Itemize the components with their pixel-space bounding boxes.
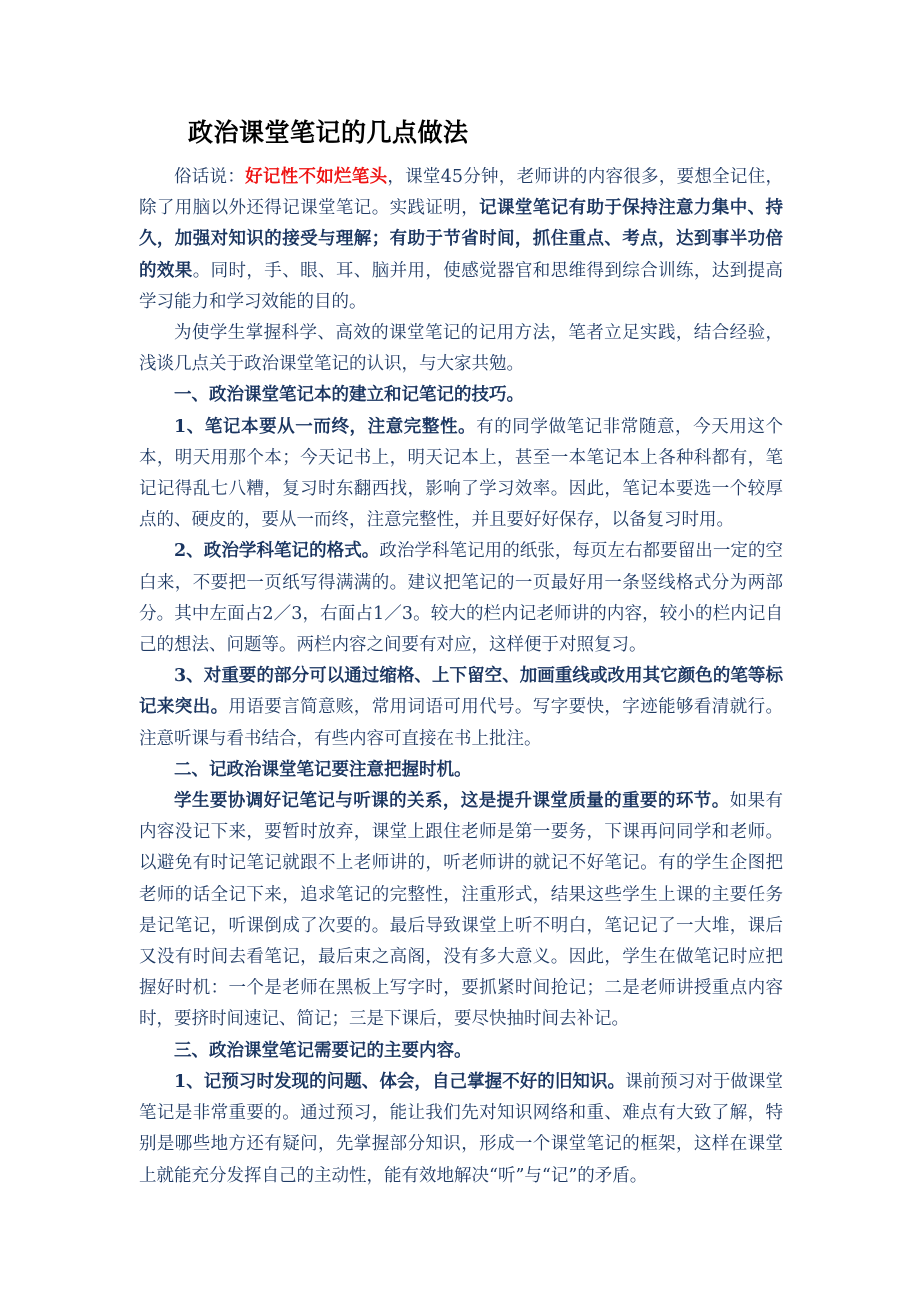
proverb-highlight: 好记性不如烂笔头 — [245, 167, 388, 187]
document-body — [139, 162, 783, 1192]
tip-2-text: 政治学科笔记用的纸张，每页左右都要留出一定的空白来，不要把一页纸写得满满的。建议把笔记的一页最好用一条竖线格式分为两部分。其中左面占2／3，右面占1／3。较大的栏内记老师讲的内容，较小的栏内记自己的想法、问题等。两栏内容之间要有对应，这样便于对照复习。 — [139, 541, 783, 656]
tip-paragraph-2 — [139, 536, 783, 661]
timing-paragraph — [139, 786, 783, 1036]
timing-text: 如果有内容没记下来，要暂时放弃，课堂上跟住老师是第一要务，下课再问同学和老师。以避免有时记笔记就跟不上老师讲的，听老师讲的就记不好笔记。有的学生企图把老师的话全记下来，追求笔记的完整性，注重形式，结果这些学生上课的主要任务是记笔记，听课倒成了次要的。最后导致课堂上听不明白，笔记记了一大堆，课后又没有时间去看笔记，最后束之高阁，没有多大意义。因此，学生在做笔记时应把握好时机：一个是老师在黑板上写字时，要抓紧时间抢记；二是老师讲授重点内容时，要挤时间速记、简记；三是下课后，要尽快抽时间去补记。 — [139, 791, 784, 1030]
intro-tail: 。同时，手、眼、耳、脑并用，使感觉器官和思维得到综合训练，达到提高学习能力和学习效能的目的。 — [139, 260, 784, 312]
content-paragraph-1 — [139, 1067, 783, 1192]
tip-3-title: 3、对重要的部分可以通过缩格、上下留空、加画重线或改用其它颜色的笔等标记来突出。 — [139, 666, 783, 718]
intro-paragraph — [139, 162, 783, 318]
page-title: 政治课堂笔记的几点做法 — [188, 118, 469, 147]
tip-2-title: 2、政治学科笔记的格式。 — [174, 541, 380, 562]
content-1-text: 课前预习对于做课堂笔记是非常重要的。通过预习，能让我们先对知识网络和重、难点有大致了解，特别是哪些地方还有疑问，先掌握部分知识，形成一个课堂笔记的框架，这样在课堂上就能充分发挥自己的主动性，能有效地解决“听”与“记”的矛盾。 — [139, 1071, 783, 1186]
tip-3-text: 用语要言简意赅，常用词语可用代号。写字要快，字迹能够看清就行。注意听课与看书结合，有些内容可直接在书上批注。 — [139, 697, 783, 749]
tip-paragraph-3 — [139, 661, 783, 755]
tip-1-text: 有的同学做笔记非常随意，今天用这个本，明天用那个本；今天记书上，明天记本上，甚至一本笔记本上各种科都有，笔记记得乱七八糟，复习时东翻西找，影响了学习效率。因此，笔记本要选一个较厚点的、硬皮的，要从一而终，注意完整性，并且要好好保存，以备复习时用。 — [139, 416, 783, 531]
timing-lead: 学生要协调好记笔记与听课的关系，这是提升课堂质量的重要的环节。 — [174, 791, 730, 812]
intro-lead: 俗话说： — [174, 167, 246, 187]
tip-paragraph-1 — [139, 412, 783, 537]
section-heading-3: 三、政治课堂笔记需要记的主要内容。 — [174, 1040, 472, 1061]
section-heading-1: 一、政治课堂笔记本的建立和记笔记的技巧。 — [174, 385, 524, 406]
intro-bold: 记课堂笔记有助于保持注意力集中、持久，加强对知识的接受与理解；有助于节省时间，抓住重点、考点，达到事半功倍的效果 — [139, 198, 784, 281]
intro-text: ，课堂45分钟，老师讲的内容很多，要想全记住，除了用脑以外还得记课堂笔记。实践证明， — [139, 167, 783, 219]
section-heading-2: 二、记政治课堂笔记要注意把握时机。 — [174, 759, 472, 780]
content-1-title: 1、记预习时发现的问题、体会，自己掌握不好的旧知识。 — [174, 1071, 626, 1092]
tip-1-title: 1、笔记本要从一而终，注意完整性。 — [174, 416, 477, 437]
purpose-paragraph: 为使学生掌握科学、高效的课堂笔记的记用方法，笔者立足实践，结合经验，浅谈几点关于政治课堂笔记的认识，与大家共勉。 — [139, 323, 783, 375]
